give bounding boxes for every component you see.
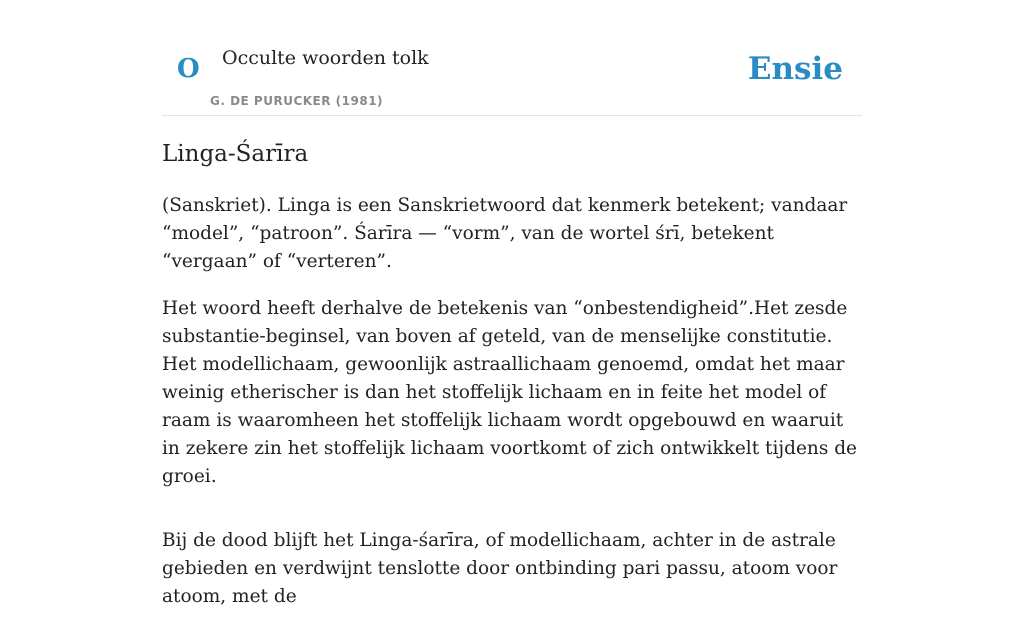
author-credit: G. DE PURUCKER (1981) — [210, 94, 384, 108]
page — [162, 0, 862, 607]
header — [162, 0, 862, 116]
book-title[interactable]: Occulte woorden tolk — [222, 47, 429, 69]
index-letter[interactable]: O — [177, 54, 200, 84]
ensie-logo[interactable]: Ensie — [747, 51, 843, 87]
term-title: Linga-Śarīra — [162, 141, 309, 167]
paragraph: Bij de dood blijft het Linga-śarīra, of modellichaam, achter in de astrale gebieden en verdwijnt tenslotte door ontbinding pari passu, atoom voor atoom, met de — [162, 530, 838, 607]
paragraph: Het woord heeft derhalve de betekenis van “onbestendigheid”.Het zesde substantie-beginsel, van boven af geteld, van de menselijke constitutie. Het modellichaam, gewoonlijk astraallichaam genoemd, omdat het maar weinig etherischer is dan het stoffelijk lichaam en in feite het model of raam is waaromheen het stoffelijk lichaam wordt opgebouwd en waaruit in zekere zin het stoffelijk lichaam voortkomt of zich ontwikkelt tijdens de groei. — [162, 298, 857, 487]
article-body — [162, 192, 862, 630]
paragraph: (Sanskriet). Linga is een Sanskrietwoord dat kenmerk betekent; vandaar “model”, “patroon”. Śarīra — “vorm”, van de wortel śrī, betekent “vergaan” of “verteren”. — [162, 195, 848, 272]
